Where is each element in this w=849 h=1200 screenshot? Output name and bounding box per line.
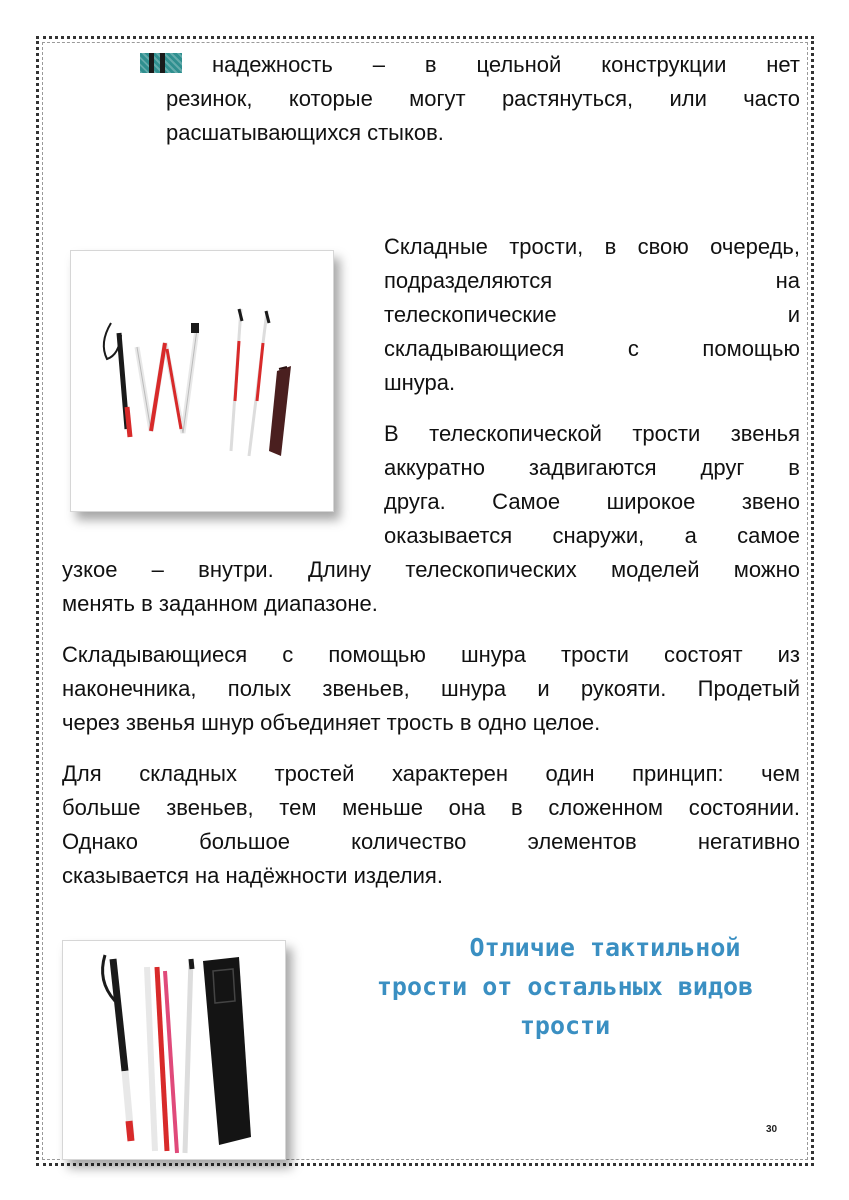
section-heading-line-1: Отличие тактильной	[469, 933, 741, 962]
cord-paragraph-line-1: Складывающиеся с помощью шнура трости состоят из	[62, 642, 800, 667]
telescopic-paragraph-line-2: аккуратно задвигаются друг в	[384, 455, 800, 480]
folding-paragraph-line-4: складывающиеся с помощью	[384, 336, 800, 361]
page-number: 30	[766, 1124, 778, 1135]
telescopic-paragraph-line-1: В телескопической трости звенья	[384, 421, 800, 446]
principle-paragraph-line-4: сказывается на надёжности изделия.	[62, 863, 443, 888]
bullet-text-line-2: резинок, которые могут растянуться, или часто	[166, 86, 800, 111]
section-heading-line-2: трости от остальных видов	[376, 972, 754, 1001]
folding-paragraph-line-2: подразделяются на	[384, 268, 800, 293]
folding-paragraph-line-1: Складные трости, в свою очередь,	[384, 234, 800, 259]
cane-with-case-illustration	[63, 941, 285, 1159]
principle-paragraph-line-3: Однако большое количество элементов негативно	[62, 829, 800, 854]
telescopic-paragraph-line-3: друга. Самое широкое звено	[384, 489, 800, 514]
section-heading-line-3: трости	[519, 1011, 611, 1040]
cane-with-case-photo	[62, 940, 286, 1160]
folding-canes-photo	[70, 250, 334, 512]
cane-photo-icon	[140, 53, 182, 73]
principle-paragraph-line-1: Для складных тростей характерен один принцип: чем	[62, 761, 800, 786]
telescopic-paragraph-line-4: оказывается снаружи, а самое	[384, 523, 800, 548]
bullet-text-line-1: надежность – в цельной конструкции нет	[212, 52, 800, 77]
folding-paragraph-line-3: телескопические и	[384, 302, 800, 327]
section-heading	[360, 928, 770, 1045]
cord-paragraph-line-3: через звенья шнур объединяет трость в одно целое.	[62, 710, 601, 735]
folding-canes-illustration	[71, 251, 333, 511]
folding-paragraph-line-5: шнура.	[384, 370, 456, 395]
telescopic-paragraph-line-5: узкое – внутри. Длину телескопических моделей можно	[62, 557, 800, 582]
cord-paragraph-line-2: наконечника, полых звеньев, шнура и рукояти. Продетый	[62, 676, 800, 701]
principle-paragraph-line-2: больше звеньев, тем меньше она в сложенном состоянии.	[62, 795, 800, 820]
bullet-text-line-3: расшатывающихся стыков.	[166, 120, 444, 145]
telescopic-paragraph-line-6: менять в заданном диапазоне.	[62, 591, 378, 616]
